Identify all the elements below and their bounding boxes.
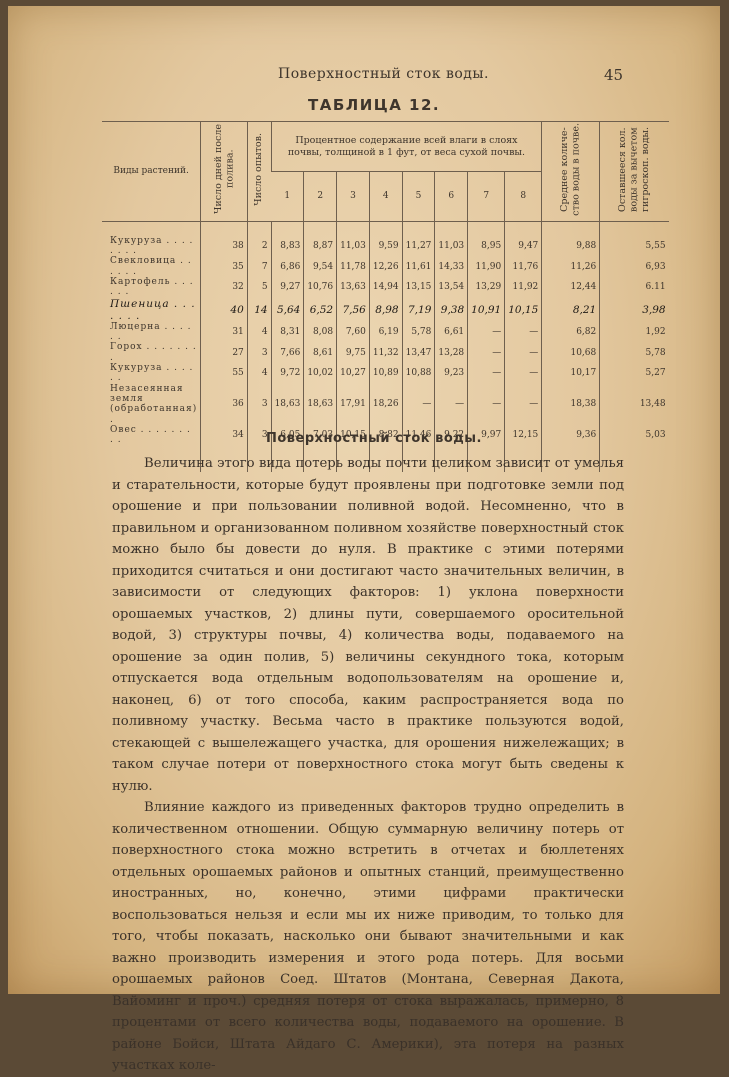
spacer-cell [505, 222, 542, 236]
moisture-cell: 8,31 [271, 322, 304, 343]
spacer-cell [247, 222, 271, 236]
moisture-cell: 10,15 [337, 425, 370, 446]
spacer-cell [600, 222, 669, 236]
layer-header: 8 [505, 172, 542, 222]
running-title: Поверхностный сток воды. [278, 66, 490, 82]
page-header [8, 66, 720, 90]
soil-moisture-table [102, 121, 669, 472]
trials-cell: 14 [247, 298, 271, 322]
moisture-cell: — [468, 384, 505, 425]
crop-name: Кукуруза . . . . . . . . [110, 235, 194, 256]
moisture-cell: 5,78 [402, 322, 435, 343]
layer-header: 6 [435, 172, 468, 222]
remaining-cell: 13,48 [600, 384, 669, 425]
moisture-cell: 13,15 [402, 277, 435, 298]
body-text [112, 453, 624, 1077]
moisture-cell: 10,76 [304, 277, 337, 298]
moisture-cell: 17,91 [337, 384, 370, 425]
moisture-cell: 18,63 [304, 384, 337, 425]
spacer-cell [369, 222, 402, 236]
moisture-cell: 9,38 [435, 298, 468, 322]
moisture-cell: 13,47 [402, 342, 435, 363]
moisture-cell: 6,52 [304, 298, 337, 322]
moisture-cell: 11,03 [435, 236, 468, 257]
table-title: ТАБЛИЦА 12. [308, 96, 441, 114]
moisture-cell: 11,92 [505, 277, 542, 298]
moisture-cell: 11,03 [337, 236, 370, 257]
moisture-cell: 7,19 [402, 298, 435, 322]
trials-cell: 5 [247, 277, 271, 298]
moisture-cell: — [468, 342, 505, 363]
layer-header: 2 [304, 172, 337, 222]
moisture-cell: 9,72 [271, 363, 304, 384]
trials-cell: 4 [247, 363, 271, 384]
remaining-cell: 5,78 [600, 342, 669, 363]
crop-name: Люцерна . . . . . . [110, 321, 192, 343]
moisture-cell: 11,61 [402, 256, 435, 277]
moisture-cell: 8,87 [304, 236, 337, 257]
layer-header: 3 [337, 172, 370, 222]
moisture-cell: 10,88 [402, 363, 435, 384]
trials-cell: 2 [247, 236, 271, 257]
spacer-row [102, 222, 669, 236]
moisture-cell: 13,54 [435, 277, 468, 298]
col-header-moisture: Процентное содержание всей влаги в слоях почвы, толщиной в 1 фут, от веса сухой почвы. [271, 122, 542, 172]
moisture-cell: 12,15 [505, 425, 542, 446]
remaining-cell: 6.11 [600, 277, 669, 298]
trials-cell: 3 [247, 425, 271, 446]
spacer-cell [542, 222, 600, 236]
moisture-cell: 7,66 [271, 342, 304, 363]
moisture-cell: 8,95 [468, 236, 505, 257]
moisture-cell: 11,76 [505, 256, 542, 277]
moisture-cell: 10,27 [337, 363, 370, 384]
moisture-cell: 9,27 [271, 277, 304, 298]
moisture-cell: 6,86 [271, 256, 304, 277]
spacer-cell [468, 222, 505, 236]
average-cell: 9,36 [542, 425, 600, 446]
days-cell: 34 [201, 425, 248, 446]
col-header-remaining: Оставшееся кол. воды за вычетом гигроскоп. воды. [600, 122, 669, 222]
trials-cell: 7 [247, 256, 271, 277]
moisture-cell: 14,94 [369, 277, 402, 298]
moisture-cell: 6,05 [271, 425, 304, 446]
layer-header: 4 [369, 172, 402, 222]
moisture-cell: 10,02 [304, 363, 337, 384]
moisture-cell: 11,27 [402, 236, 435, 257]
moisture-cell: 6,19 [369, 322, 402, 343]
days-cell: 27 [201, 342, 248, 363]
remaining-cell: 5,55 [600, 236, 669, 257]
days-cell: 32 [201, 277, 248, 298]
average-cell: 10,68 [542, 342, 600, 363]
page-number: 45 [604, 66, 624, 84]
moisture-cell: 13,28 [435, 342, 468, 363]
average-cell: 8,21 [542, 298, 600, 322]
remaining-cell: 5,03 [600, 425, 669, 446]
paragraph: Влияние каждого из приведенных факторов трудно определить в количественном отношении. Общую суммарную величину потерь от поверхностного стока можно встретить в отчетах и бюллетенях отдельных орошаемых районов и опытных станций, преимущественно иностранных, но, конечно, этими цифрами практически воспользоваться нельзя и если мы их ниже приводим, то только для того, чтобы показать, насколько они бывают значительными и как важно производить измерения и этого рода потерь. Для восьми орошаемых районов Соед. Штатов (Монтана, Северная Дакота, Вайоминг и проч.) средняя потеря от стока выражалась, примерно, 8 процентами от всего количества воды, подаваемого на орошение. В районе Бойси, Штата Айдаго С. Америки), эта потеря на разных участках коле- [112, 800, 624, 1073]
moisture-cell: 9,59 [369, 236, 402, 257]
moisture-cell: 7,60 [337, 322, 370, 343]
table-row [102, 384, 669, 425]
crop-name: Горох . . . . . . . . [110, 342, 197, 363]
moisture-cell: 8,08 [304, 322, 337, 343]
spacer-cell [201, 222, 248, 236]
moisture-cell: 13,63 [337, 277, 370, 298]
moisture-cell: 18,26 [369, 384, 402, 425]
moisture-cell: — [505, 342, 542, 363]
remaining-cell: 3,98 [600, 298, 669, 322]
crop-name: Картофель . . . . . . [110, 276, 194, 298]
moisture-cell: 11,32 [369, 342, 402, 363]
col-header-days: Число дней после полива. [201, 122, 248, 222]
spacer-cell [402, 222, 435, 236]
spacer-cell [102, 222, 201, 236]
moisture-cell: 5,64 [271, 298, 304, 322]
moisture-cell: — [505, 384, 542, 425]
crop-name: Пшеница . . . . . . . [110, 297, 196, 322]
moisture-cell: 9,22 [435, 425, 468, 446]
crop-name: Свекловица . . . . . . [110, 256, 192, 277]
trials-cell: 3 [247, 384, 271, 425]
days-cell: 40 [201, 298, 248, 322]
spacer-cell [435, 222, 468, 236]
table-row [102, 277, 669, 298]
moisture-cell: — [402, 384, 435, 425]
moisture-cell: 11,46 [402, 425, 435, 446]
moisture-cell: 11,90 [468, 256, 505, 277]
moisture-cell: — [435, 384, 468, 425]
moisture-cell: 11,78 [337, 256, 370, 277]
moisture-cell: 12,26 [369, 256, 402, 277]
spacer-cell [304, 222, 337, 236]
moisture-cell: 8,61 [304, 342, 337, 363]
remaining-cell: 5,27 [600, 363, 669, 384]
days-cell: 55 [201, 363, 248, 384]
table-row [102, 363, 669, 384]
paragraph: Величина этого вида потерь воды почти целиком зависит от умелья и старательности, которые будут проявлены при подготовке земли под орошение и при пользовании поливной водой. Несомненно, что в правильном и организованном поливном хозяйстве поверхностный сток можно было бы довести до нуля. В практике с этими потерями приходится считаться и они достигают часто значительных величин, в зависимости от следующих факторов: 1) уклона поверхности орошаемых участков, 2) длины пути, совершаемого оросительной водой, 3) структуры почвы, 4) количества воды, подаваемого на орошение за один полив, 5) величины секундного тока, которым отпускается вода отдельным водопользователям на орошение и, наконец, 6) от того способа, каким распространяется вода по поливному участку. Весьма часто в практике пользуются водой, стекающей с вышележащего участка, для орошения нижележащих; в таком случае потери от поверхностного стока могут быть сведены к нулю. [112, 456, 624, 794]
col-header-trials: Число опытов. [247, 122, 271, 222]
moisture-cell: 6,61 [435, 322, 468, 343]
average-cell: 10,17 [542, 363, 600, 384]
remaining-cell: 1,92 [600, 322, 669, 343]
moisture-cell: 8,82 [369, 425, 402, 446]
layer-header: 7 [468, 172, 505, 222]
table-row [102, 256, 669, 277]
section-title: Поверхностный сток воды. [266, 431, 482, 446]
table-row [102, 322, 669, 343]
table-row [102, 236, 669, 257]
table-row [102, 342, 669, 363]
days-cell: 36 [201, 384, 248, 425]
moisture-cell: 10,91 [468, 298, 505, 322]
days-cell: 31 [201, 322, 248, 343]
average-cell: 18,38 [542, 384, 600, 425]
moisture-cell: 14,33 [435, 256, 468, 277]
moisture-cell: 8,83 [271, 236, 304, 257]
average-cell: 12,44 [542, 277, 600, 298]
crop-name: Овес . . . . . . . . . [110, 425, 191, 446]
moisture-cell: 10,89 [369, 363, 402, 384]
moisture-cell: 9,47 [505, 236, 542, 257]
layer-header: 5 [402, 172, 435, 222]
average-cell: 6,82 [542, 322, 600, 343]
moisture-cell: 9,75 [337, 342, 370, 363]
average-cell: 9,88 [542, 236, 600, 257]
remaining-cell: 6,93 [600, 256, 669, 277]
trials-cell: 4 [247, 322, 271, 343]
average-cell: 11,26 [542, 256, 600, 277]
moisture-cell: — [505, 322, 542, 343]
layer-header: 1 [271, 172, 304, 222]
days-cell: 38 [201, 236, 248, 257]
moisture-cell: 9,54 [304, 256, 337, 277]
days-cell: 35 [201, 256, 248, 277]
moisture-cell: 9,23 [435, 363, 468, 384]
col-header-average: Среднее количе- ство воды в почве. [542, 122, 600, 222]
moisture-cell: 7,03 [304, 425, 337, 446]
moisture-cell: 18,63 [271, 384, 304, 425]
table-row [102, 298, 669, 322]
moisture-cell: — [468, 363, 505, 384]
spacer-cell [271, 222, 304, 236]
col-header-crop: Виды растений. [102, 122, 201, 222]
moisture-cell: 8,98 [369, 298, 402, 322]
moisture-cell: 13,29 [468, 277, 505, 298]
spacer-cell [337, 222, 370, 236]
book-page [8, 6, 720, 1073]
crop-name: Кукуруза . . . . . . [110, 363, 194, 384]
moisture-cell: — [468, 322, 505, 343]
moisture-cell: 9,97 [468, 425, 505, 446]
moisture-cell: 10,15 [505, 298, 542, 322]
crop-name: Незасеянная земля (обработанная) . [110, 383, 198, 425]
moisture-cell: 7,56 [337, 298, 370, 322]
moisture-cell: — [505, 363, 542, 384]
trials-cell: 3 [247, 342, 271, 363]
